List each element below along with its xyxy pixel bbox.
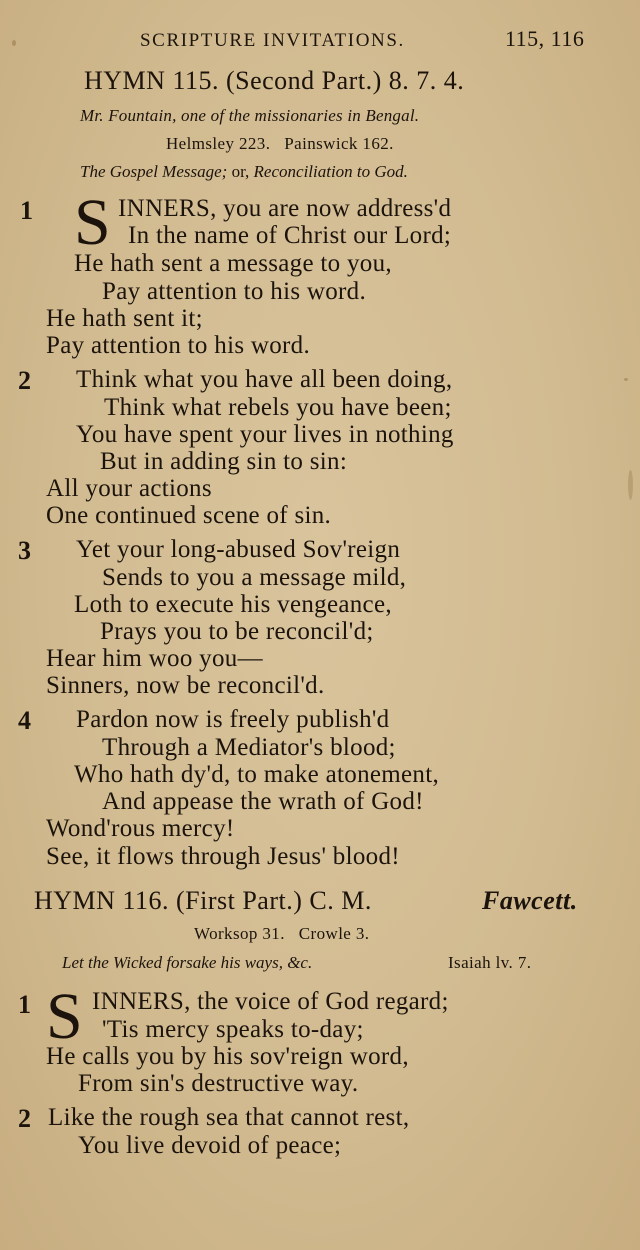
hymn-116-title-text: HYMN 116. (First Part.) C. M. — [34, 886, 372, 915]
hymn-line: One continued scene of sin. — [46, 502, 332, 529]
hymn-line: Wond'rous mercy! — [46, 815, 235, 842]
hymn-line: You have spent your lives in nothing — [76, 421, 454, 448]
hymn-line: Loth to execute his vengeance, — [74, 591, 392, 618]
hymn-line: Think what rebels you have been; — [104, 394, 452, 421]
hymn-116-reference: Isaiah lv. 7. — [448, 953, 532, 972]
paper-speck — [624, 378, 628, 381]
paper-speck — [12, 40, 16, 46]
hymn-line: Through a Mediator's blood; — [102, 734, 396, 761]
running-head-title: SCRIPTURE INVITATIONS. — [140, 30, 405, 51]
hymn-line: He calls you by his sov'reign word, — [46, 1043, 409, 1070]
paper-stain — [628, 470, 633, 500]
hymn-115-attribution: Mr. Fountain, one of the missionaries in Bengal. — [80, 106, 420, 125]
subject-part-1: The Gospel Message; — [80, 162, 228, 181]
stanza-number: 1 — [18, 990, 31, 1019]
stanza-number: 3 — [18, 536, 31, 565]
hymn-115-subject — [80, 162, 408, 182]
hymn-line: And appease the wrath of God! — [102, 788, 424, 815]
hymn-116-composer: Fawcett. — [482, 886, 578, 915]
hymn-line: Sends to you a message mild, — [102, 564, 407, 591]
hymn-116-subject: Let the Wicked forsake his ways, &c. — [62, 953, 313, 972]
hymn-line: All your actions — [46, 475, 212, 502]
hymn-line: He hath sent a message to you, — [74, 250, 392, 277]
hymn-line: INNERS, you are now address'd — [118, 195, 452, 222]
hymn-line: INNERS, the voice of God regard; — [92, 988, 449, 1015]
hymn-line: Pardon now is freely publish'd — [76, 706, 390, 733]
hymn-line: Sinners, now be reconcil'd. — [46, 672, 325, 699]
hymn-line: 'Tis mercy speaks to-day; — [102, 1016, 364, 1043]
hymn-116-title — [34, 886, 372, 916]
hymn-line: Like the rough sea that cannot rest, — [48, 1104, 410, 1131]
subject-part-3: Reconciliation to God. — [253, 162, 408, 181]
stanza-number: 4 — [18, 706, 31, 735]
hymn-line: Pay attention to his word. — [46, 332, 311, 359]
running-head — [140, 26, 585, 52]
hymn-line: But in adding sin to sin: — [100, 448, 348, 475]
hymn-line: Yet your long-abused Sov'reign — [76, 536, 401, 563]
drop-cap: S — [46, 980, 83, 1053]
stanza-number: 2 — [18, 1104, 31, 1133]
hymn-115-tunes: Helmsley 223. Painswick 162. — [166, 134, 394, 153]
hymn-line: In the name of Christ our Lord; — [128, 222, 452, 249]
hymn-line: He hath sent it; — [46, 305, 203, 332]
drop-cap: S — [74, 186, 111, 259]
stanza-number: 2 — [18, 366, 31, 395]
hymn-116-tunes: Worksop 31. Crowle 3. — [194, 924, 370, 943]
subject-part-2: or, — [227, 162, 254, 181]
hymn-line: Who hath dy'd, to make atonement, — [74, 761, 440, 788]
page-numbers: 115, 116 — [505, 26, 585, 51]
stanza-number: 1 — [20, 196, 33, 225]
hymn-line: Hear him woo you— — [46, 645, 263, 672]
hymn-line: Pay attention to his word. — [102, 278, 367, 305]
hymn-line: Think what you have all been doing, — [76, 366, 453, 393]
hymn-line: See, it flows through Jesus' blood! — [46, 843, 400, 870]
hymn-115-title: HYMN 115. (Second Part.) 8. 7. 4. — [84, 66, 465, 95]
hymn-line: You live devoid of peace; — [78, 1132, 342, 1159]
hymn-line: Prays you to be reconcil'd; — [100, 618, 374, 645]
hymn-line: From sin's destructive way. — [78, 1070, 359, 1097]
